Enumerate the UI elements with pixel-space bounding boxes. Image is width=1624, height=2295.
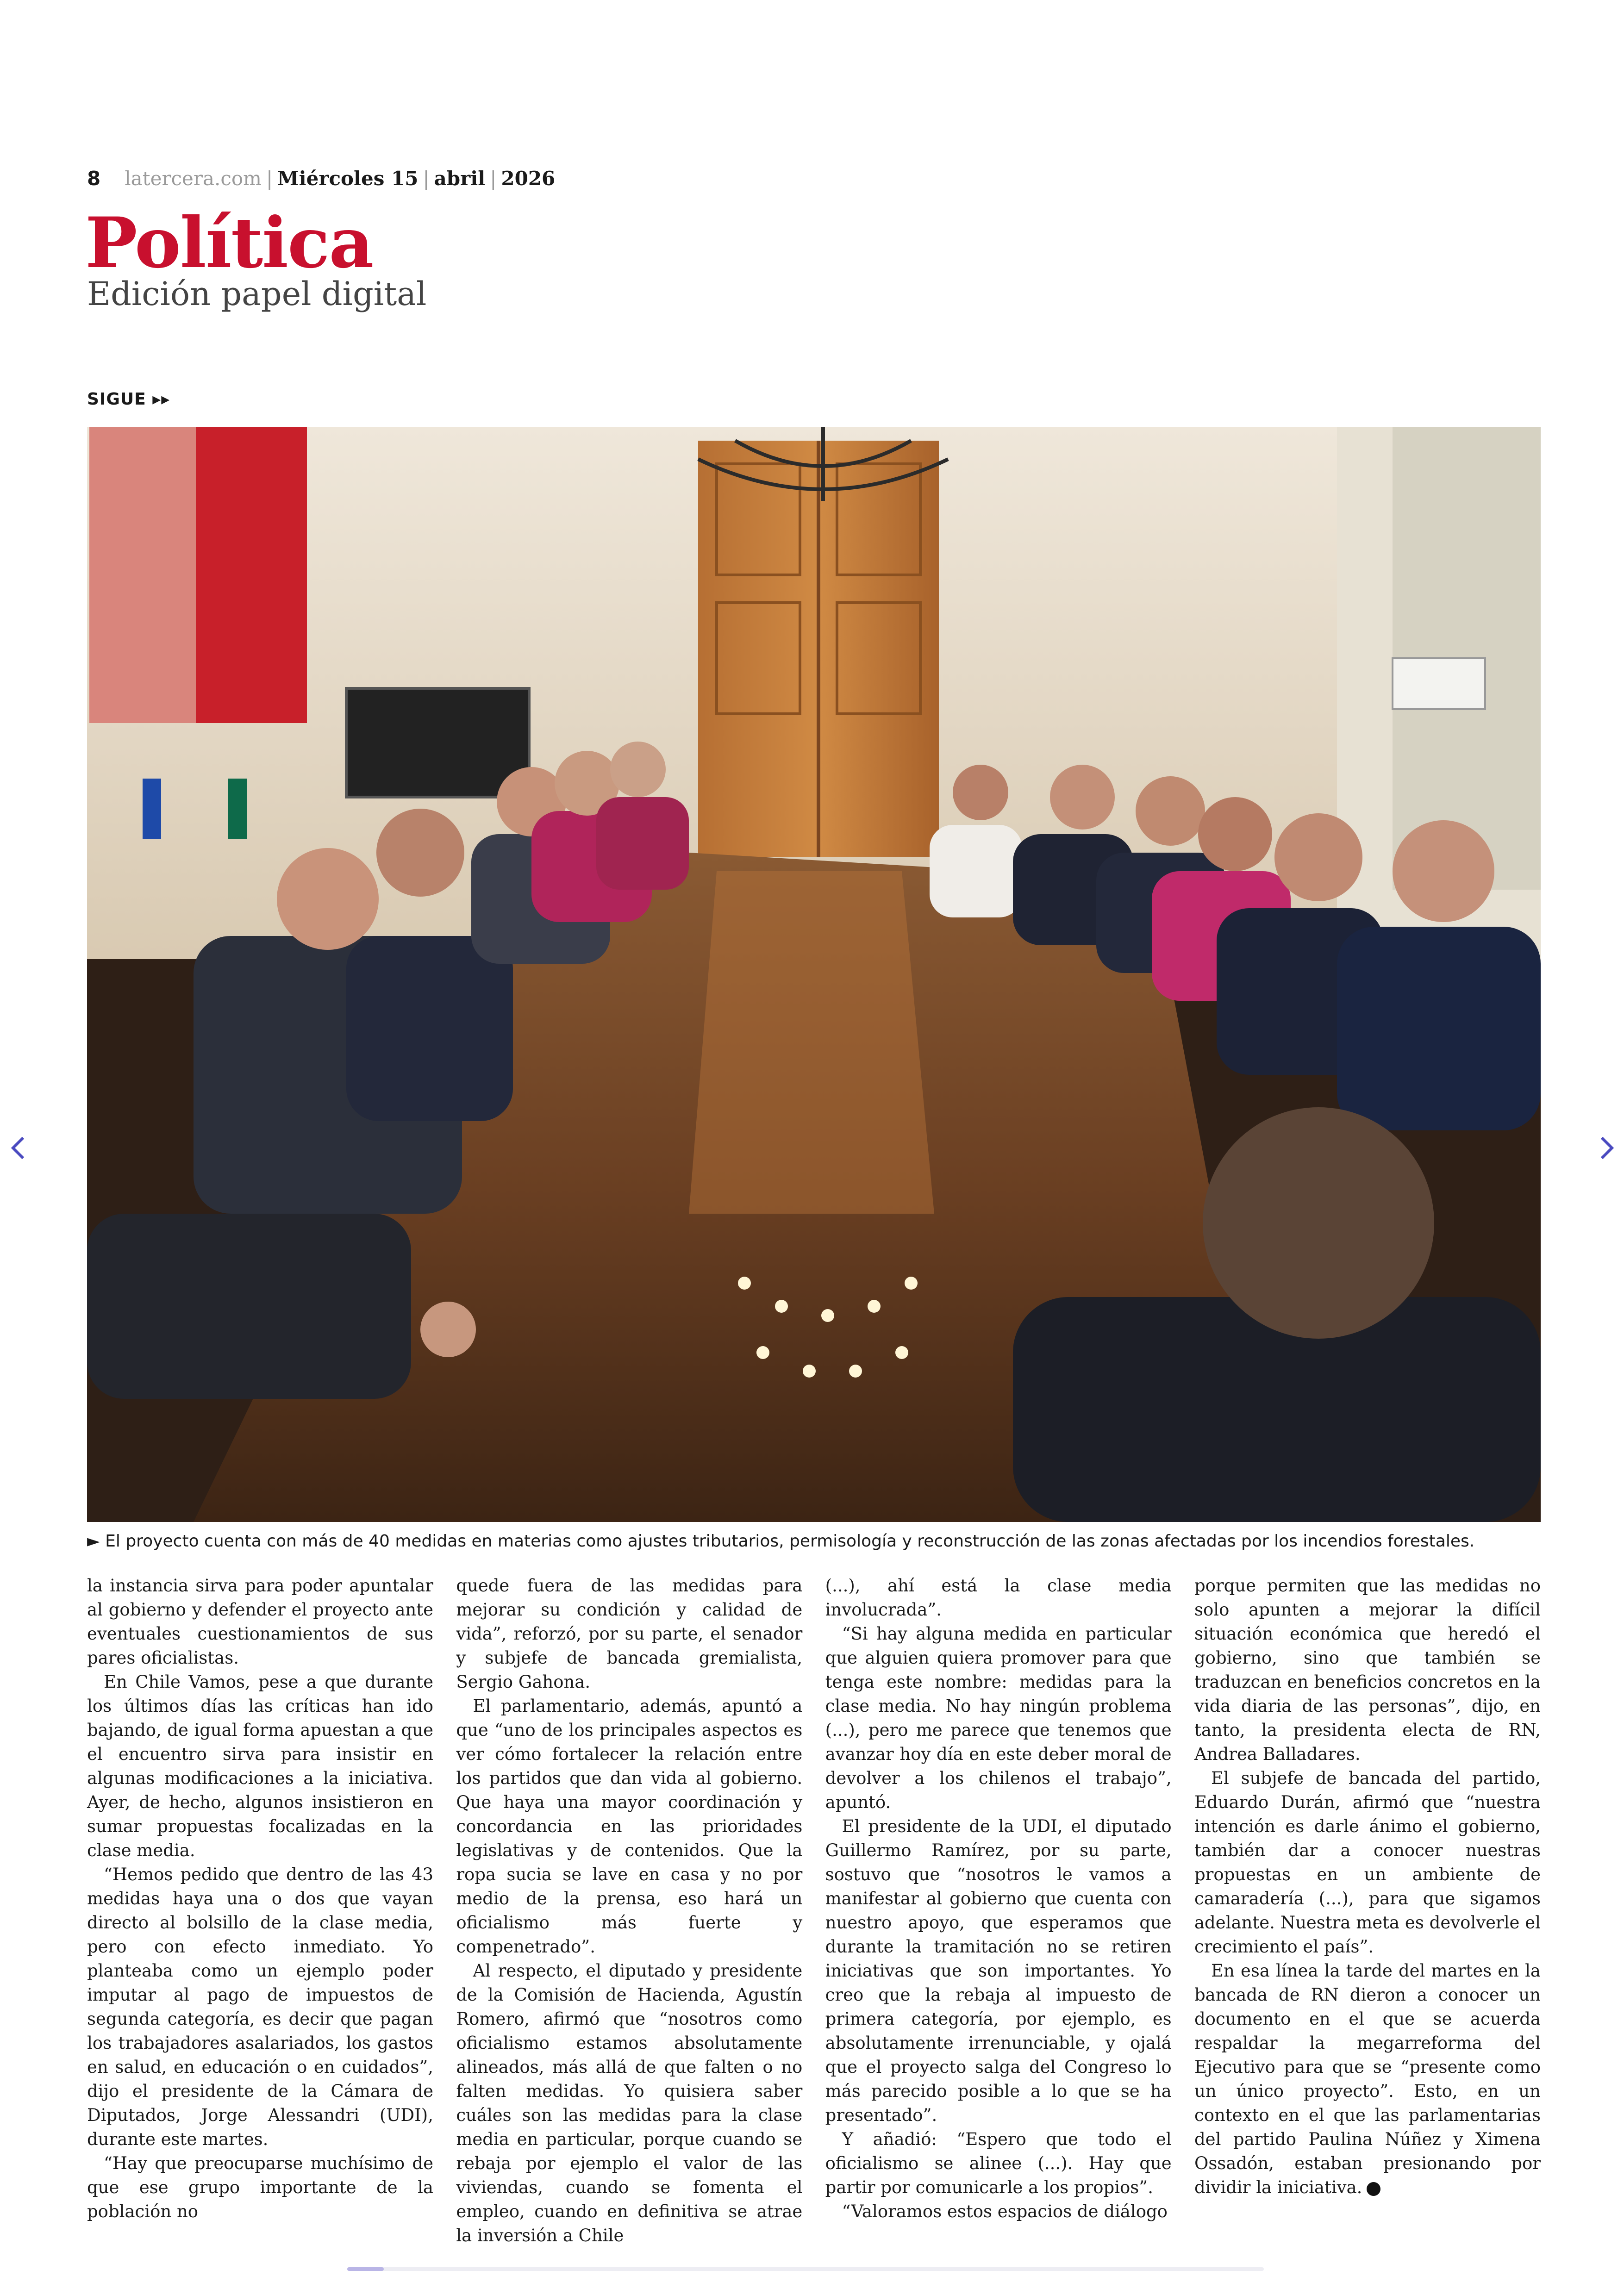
paragraph: El subjefe de bancada del partido, Eduardo Durán, afirmó que “nuestra intención es darle ánimo el gobierno, también dar a conocer nuestras propuestas en un ambiente de camaradería (...), para que sigamos adelante. Nuestra meta es devolverle el crecimiento el país”. bbox=[1194, 1768, 1541, 1957]
paragraph: “Hay que preocuparse muchísimo de que ese grupo importante de la población no bbox=[87, 2153, 433, 2221]
header-month: abril bbox=[434, 167, 486, 190]
sigue-label: SIGUE ▸▸ bbox=[87, 390, 170, 409]
section-title: Política bbox=[85, 202, 373, 284]
page-scroll-progress[interactable] bbox=[347, 2267, 1264, 2271]
paragraph: En Chile Vamos, pese a que durante los últimos días las críticas han ido bajando, de igual forma apuestan a que el encuentro sirva para insistir en algunas modificaciones a la iniciativa. Ayer, de hecho, algunos insistieron en sumar propuestas focalizadas en la clase media. bbox=[87, 1672, 433, 1860]
page-header: 8 latercera.com | Miércoles 15 | abril | 2026 bbox=[87, 167, 556, 190]
page-number: 8 bbox=[87, 167, 101, 190]
paragraph bbox=[1194, 1959, 1541, 2200]
article-column-3 bbox=[825, 1574, 1172, 2221]
photo-caption: ► El proyecto cuenta con más de 40 medidas en materias como ajustes tributarios, permisología y reconstrucción de las zonas afectadas por los incendios forestales. bbox=[87, 1532, 1475, 1551]
end-of-article-icon bbox=[1367, 2182, 1380, 2196]
prev-page-button[interactable] bbox=[5, 1129, 32, 1166]
article-column-2 bbox=[456, 1574, 803, 2245]
header-year: 2026 bbox=[501, 167, 556, 190]
paragraph: Al respecto, el diputado y presidente de la Comisión de Hacienda, Agustín Romero, afirmó que “nosotros como oficialismo estamos absolutamente alineados, más allá de que falten o no falten medidas. Yo quisiera saber cuáles son las medidas para la clase media en particular, porque cuando se rebaja por ejemplo el valor de las viviendas, cuando se fomenta el empleo, cuando en definitiva se atrae la inversión a Chile bbox=[456, 1961, 803, 2245]
chevron-right-icon bbox=[1593, 1129, 1620, 1166]
site-name[interactable]: latercera.com bbox=[125, 167, 262, 190]
paragraph: (...), ahí está la clase media involucrada”. bbox=[825, 1576, 1172, 1620]
paragraph: El presidente de la UDI, el diputado Guillermo Ramírez, por su parte, sostuvo que “nosotros le vamos a manifestar al gobierno que cuenta con nuestro apoyo, que esperamos que durante la tramitación no se retiren iniciativas que son importantes. Yo creo que la rebaja al impuesto de primera categoría, por ejemplo, es absolutamente irrenunciable, y ojalá que el proyecto salga del Congreso lo más parecido posible a lo que se ha presentado”. bbox=[825, 1816, 1172, 2125]
paragraph: “Si hay alguna medida en particular que alguien quiera promover para que tenga este nombre: medidas para la clase media. No hay ningún problema (...), pero me parece que tenemos que avanzar hoy día en este deber moral de devolver a los chilenos el trabajo”, apuntó. bbox=[825, 1624, 1172, 1812]
section-subtitle: Edición papel digital bbox=[87, 275, 427, 313]
chevron-left-icon bbox=[5, 1129, 32, 1166]
paragraph: “Valoramos estos espacios de diálogo bbox=[842, 2201, 1168, 2221]
meeting-photo bbox=[87, 427, 1541, 1522]
paragraph: “Hemos pedido que dentro de las 43 medidas haya una o dos que vayan directo al bolsillo de la clase media, pero con efecto inmediato. Yo planteaba como un ejemplo poder imputar al pago de impuestos de segunda categoría, es decir que pagan los trabajadores asalariados, los gastos en salud, en educación o en cuidados”, dijo el presidente de la Cámara de Diputados, Jorge Alessandri (UDI), durante este martes. bbox=[87, 1865, 433, 2149]
paragraph: la instancia sirva para poder apuntalar al gobierno y defender el proyecto ante eventuales cuestionamientos de sus pares oficialistas. bbox=[87, 1576, 433, 1668]
article-column-4 bbox=[1194, 1574, 1541, 2197]
paragraph: quede fuera de las medidas para mejorar su condición y calidad de vida”, reforzó, por su parte, el senador y subjefe de bancada gremialista, Sergio Gahona. bbox=[456, 1576, 803, 1692]
article-body bbox=[87, 1574, 1541, 2245]
paragraph: porque permiten que las medidas no solo apunten a mejorar la difícil situación económica que heredó el gobierno, sino que también se traduzcan en beneficios concretos en la vida diaria de las personas”, dijo, en tanto, la presidenta electa de RN, Andrea Balladares. bbox=[1194, 1576, 1541, 1764]
paragraph: El parlamentario, además, apuntó a que “uno de los principales aspectos es ver cómo fortalecer la relación entre los partidos que dan vida al gobierno. Que haya una mayor coordinación y concordancia en las prioridades legislativas y de contenidos. Que la ropa sucia se lave en casa y no por medio de la prensa, eso hará un oficialismo más fuerte y compenetrado”. bbox=[456, 1696, 803, 1957]
next-page-button[interactable] bbox=[1593, 1129, 1620, 1166]
article-column-1 bbox=[87, 1574, 433, 2221]
paragraph-text: En esa línea la tarde del martes en la bancada de RN dieron a conocer un documento en el que se acuerda respaldar la megarreforma del Ejecutivo para que se “presente como un único proyecto”. Esto, en un contexto en el que las parlamentarias del partido Paulina Núñez y Ximena Ossadón, estaban presionando por dividir la iniciativa. bbox=[1194, 1961, 1541, 2197]
header-date: Miércoles 15 bbox=[277, 167, 418, 190]
progress-fill bbox=[347, 2267, 384, 2271]
paragraph: Y añadió: “Espero que todo el oficialismo se alinee (...). Hay que partir por comunicarle a los propios”. bbox=[825, 2129, 1172, 2197]
